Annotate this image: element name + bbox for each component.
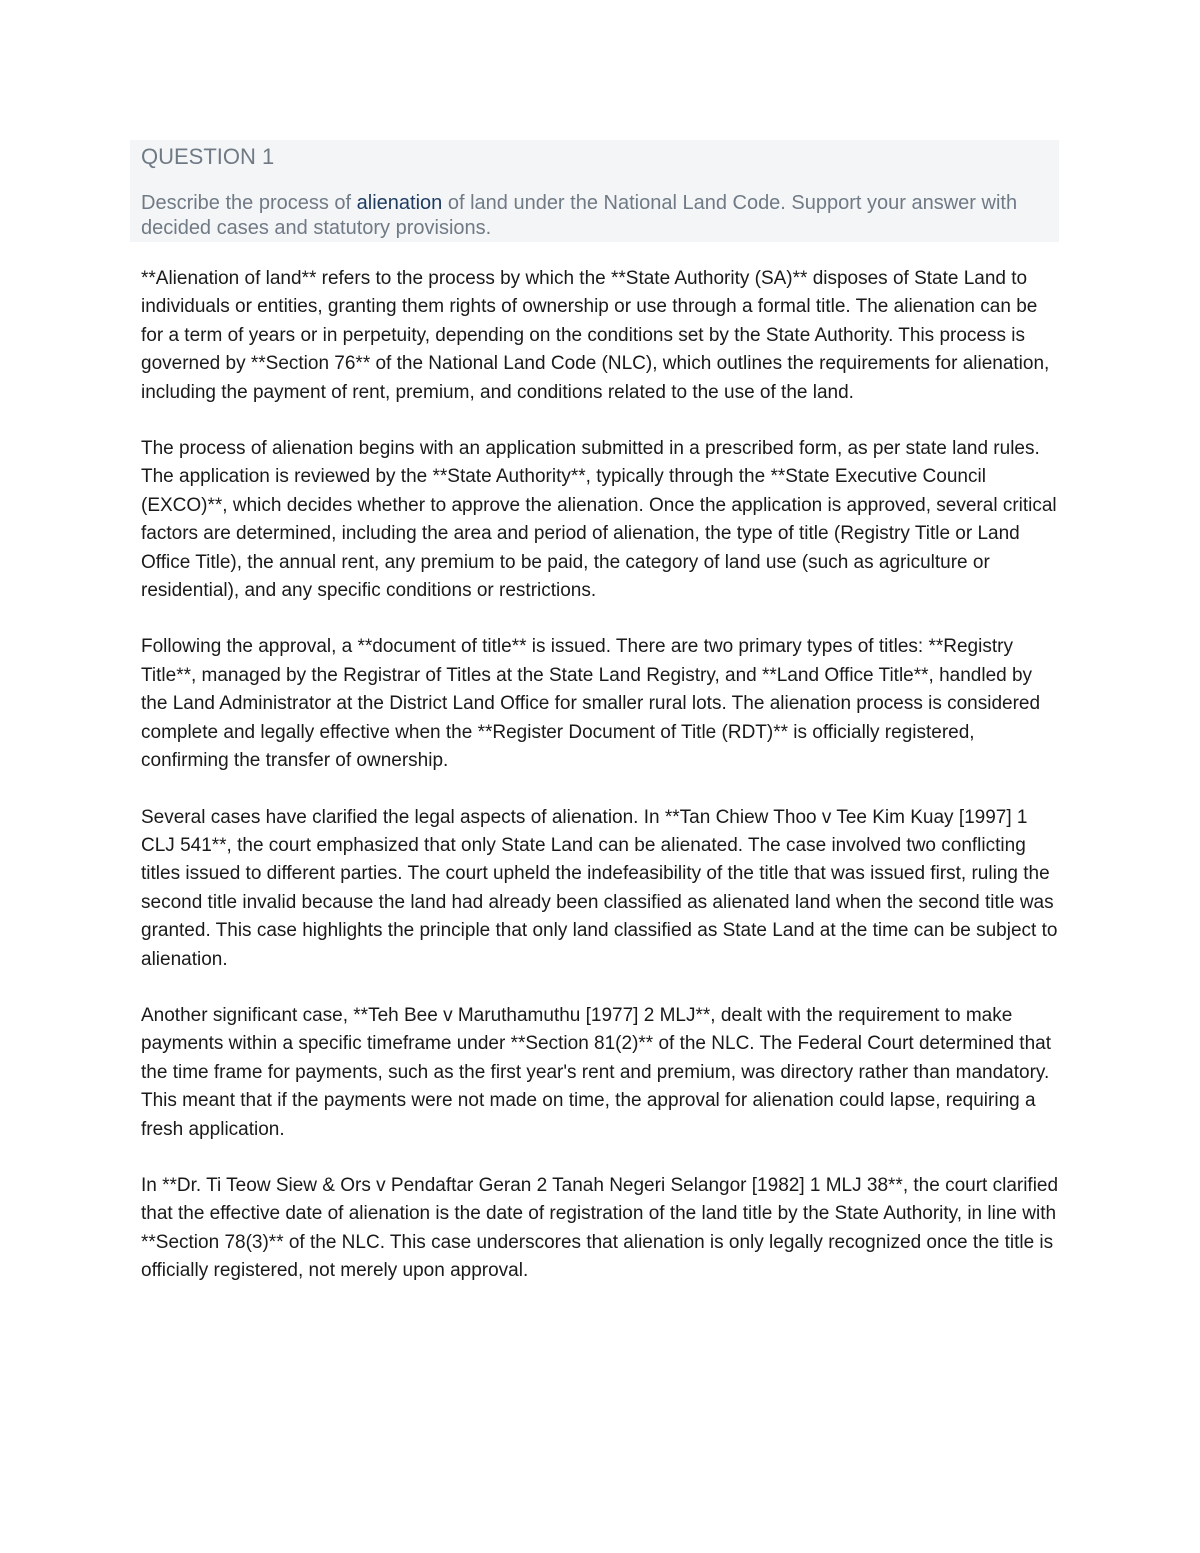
question-box — [130, 140, 1059, 242]
answer-paragraph-2: The process of alienation begins with an application submitted in a prescribed form, as per state land rules. The application is reviewed by the **State Authority**, typically through the **State Executive Council (EXCO)**, which decides whether to approve the alienation. Once the application is approved, several critical factors are determined, including the area and period of alienation, the type of title (Registry Title or Land Office Title), the annual rent, any premium to be paid, the category of land use (such as agriculture or residential), and any specific conditions or restrictions. — [141, 438, 1057, 602]
answer-paragraph-3: Following the approval, a **document of title** is issued. There are two primary types of titles: **Registry Title**, managed by the Registrar of Titles at the State Land Registry, and **Land Office Title**, handled by the Land Administrator at the District Land Office for smaller rural lots. The alienation process is considered complete and legally effective when the **Register Document of Title (RDT)** is officially registered, confirming the transfer of ownership. — [141, 636, 1041, 772]
question-heading: QUESTION 1 — [141, 144, 275, 169]
question-prompt-highlight: alienation — [356, 192, 443, 214]
answer-body — [141, 265, 1061, 1314]
answer-paragraph-4: Several cases have clarified the legal aspects of alienation. In **Tan Chiew Thoo v Tee Kim Kuay [1997] 1 CLJ 541**, the court emphasized that only State Land can be alienated. The case involved two conflicting titles issued to different parties. The court upheld the indefeasibility of the title that was issued first, ruling the second title invalid because the land had already been classified as alienated land when the second title was granted. This case highlights the principle that only land classified as State Land at the time can be subject to alienation. — [141, 806, 1058, 970]
answer-paragraph-6: In **Dr. Ti Teow Siew & Ors v Pendaftar Geran 2 Tanah Negeri Selangor [1982] 1 MLJ 38**, the court clarified that the effective date of alienation is the date of registration of the land title by the State Authority, in line with **Section 78(3)** of the NLC. This case underscores that alienation is only legally recognized once the title is officially registered, not merely upon approval. — [141, 1174, 1059, 1282]
question-prompt-before: Describe the process of — [141, 192, 357, 214]
question-prompt-after: of land under the National Land Code. Support your answer with decided cases and statutory provisions. — [141, 192, 1018, 239]
answer-paragraph-5: Another significant case, **Teh Bee v Maruthamuthu [1977] 2 MLJ**, dealt with the requirement to make payments within a specific timeframe under **Section 81(2)** of the NLC. The Federal Court determined that the time frame for payments, such as the first year's rent and premium, was directory rather than mandatory. This meant that if the payments were not made on time, the approval for alienation could lapse, requiring a fresh application. — [141, 1004, 1051, 1140]
question-prompt — [141, 191, 1041, 241]
answer-paragraph-1: **Alienation of land** refers to the process by which the **State Authority (SA)** disposes of State Land to individuals or entities, granting them rights of ownership or use through a formal title. The alienation can be for a term of years or in perpetuity, depending on the conditions set by the State Authority. This process is governed by **Section 76** of the National Land Code (NLC), which outlines the requirements for alienation, including the payment of rent, premium, and conditions related to the use of the land. — [141, 268, 1050, 403]
